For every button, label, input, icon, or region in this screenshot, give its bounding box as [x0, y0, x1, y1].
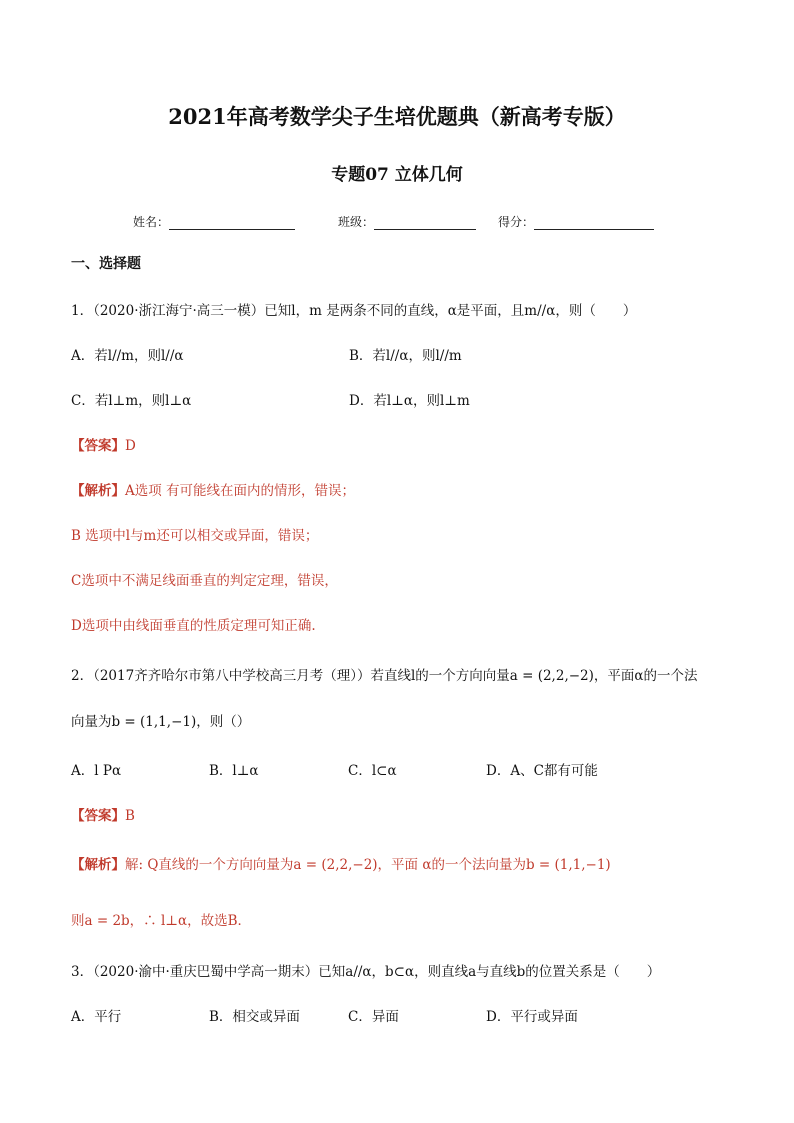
q1-answer-label: 【答案】	[71, 438, 125, 454]
name-blank	[169, 215, 295, 230]
q2-option-d: D．A、C都有可能	[486, 763, 598, 779]
q1-analysis-line-1	[71, 479, 355, 499]
q2-option-a: A．l Pα	[71, 763, 122, 779]
class-label: 班级：	[338, 215, 375, 229]
page-title: 2021年高考数学尖子生培优题典（新高考专版）	[168, 104, 626, 129]
q1-analysis-text-1: A选项 有可能线在面内的情形，错误；	[125, 483, 356, 499]
section-heading: 一、选择题	[71, 256, 141, 272]
q2-analysis-label: 【解析】	[71, 857, 125, 873]
q2-option-b: B．l⊥α	[209, 763, 259, 779]
q1-analysis-line-3: C选项中不满足线面垂直的判定定理，错误，	[71, 573, 338, 589]
q1-option-b: B．若l//α，则l//m	[349, 348, 462, 364]
question-2-stem-line-2: 向量为b = (1,1,−1)，则（）	[71, 714, 251, 730]
q1-answer-value: D	[125, 438, 136, 454]
q2-answer-label: 【答案】	[71, 808, 125, 824]
name-field	[133, 213, 295, 230]
q1-option-d: D．若l⊥α，则l⊥m	[349, 393, 470, 409]
q1-analysis-label: 【解析】	[71, 483, 125, 499]
q1-option-c: C．若l⊥m，则l⊥α	[71, 393, 192, 409]
q1-analysis-line-2: B 选项中l与m还可以相交或异面，错误；	[71, 528, 319, 544]
q2-answer-value: B	[125, 808, 135, 824]
q3-option-d: D．平行或异面	[486, 1009, 578, 1025]
score-field	[498, 213, 654, 230]
q1-option-a: A．若l//m，则l//α	[71, 348, 184, 364]
q2-analysis-text-1: 解: Q直线的一个方向向量为a = (2,2,−2)，平面 α的一个法向量为b = (1,1,−1)	[125, 857, 611, 873]
name-label: 姓名：	[133, 215, 170, 229]
class-blank	[374, 215, 476, 230]
class-field	[338, 213, 476, 230]
q2-answer	[71, 804, 135, 824]
q2-option-c: C．l⊂α	[348, 763, 397, 779]
score-label: 得分：	[498, 215, 535, 229]
q1-answer	[71, 434, 136, 454]
q1-analysis-line-4: D选项中由线面垂直的性质定理可知正确.	[71, 618, 316, 634]
score-blank	[534, 215, 654, 230]
q3-option-c: C．异面	[348, 1009, 399, 1025]
question-1-stem: 1．（2020·浙江海宁·高三一模）已知l，m 是两条不同的直线，α是平面，且m//α，则（ ）	[71, 303, 637, 319]
q3-option-b: B．相交或异面	[209, 1009, 300, 1025]
q3-option-a: A．平行	[71, 1009, 122, 1025]
q2-analysis-line-2: 则a = 2b，∴ l⊥α，故选B．	[71, 913, 252, 929]
question-3-stem: 3．（2020·渝中·重庆巴蜀中学高一期末）已知a//α，b⊂α，则直线a与直线b的位置关系是（ ）	[71, 964, 661, 980]
q2-analysis-line-1	[71, 853, 611, 873]
question-2-stem-line-1: 2．（2017齐齐哈尔市第八中学校高三月考（理））若直线l的一个方向向量a = (2,2,−2)，平面α的一个法	[71, 668, 698, 684]
page-subtitle: 专题07 立体几何	[331, 165, 463, 185]
